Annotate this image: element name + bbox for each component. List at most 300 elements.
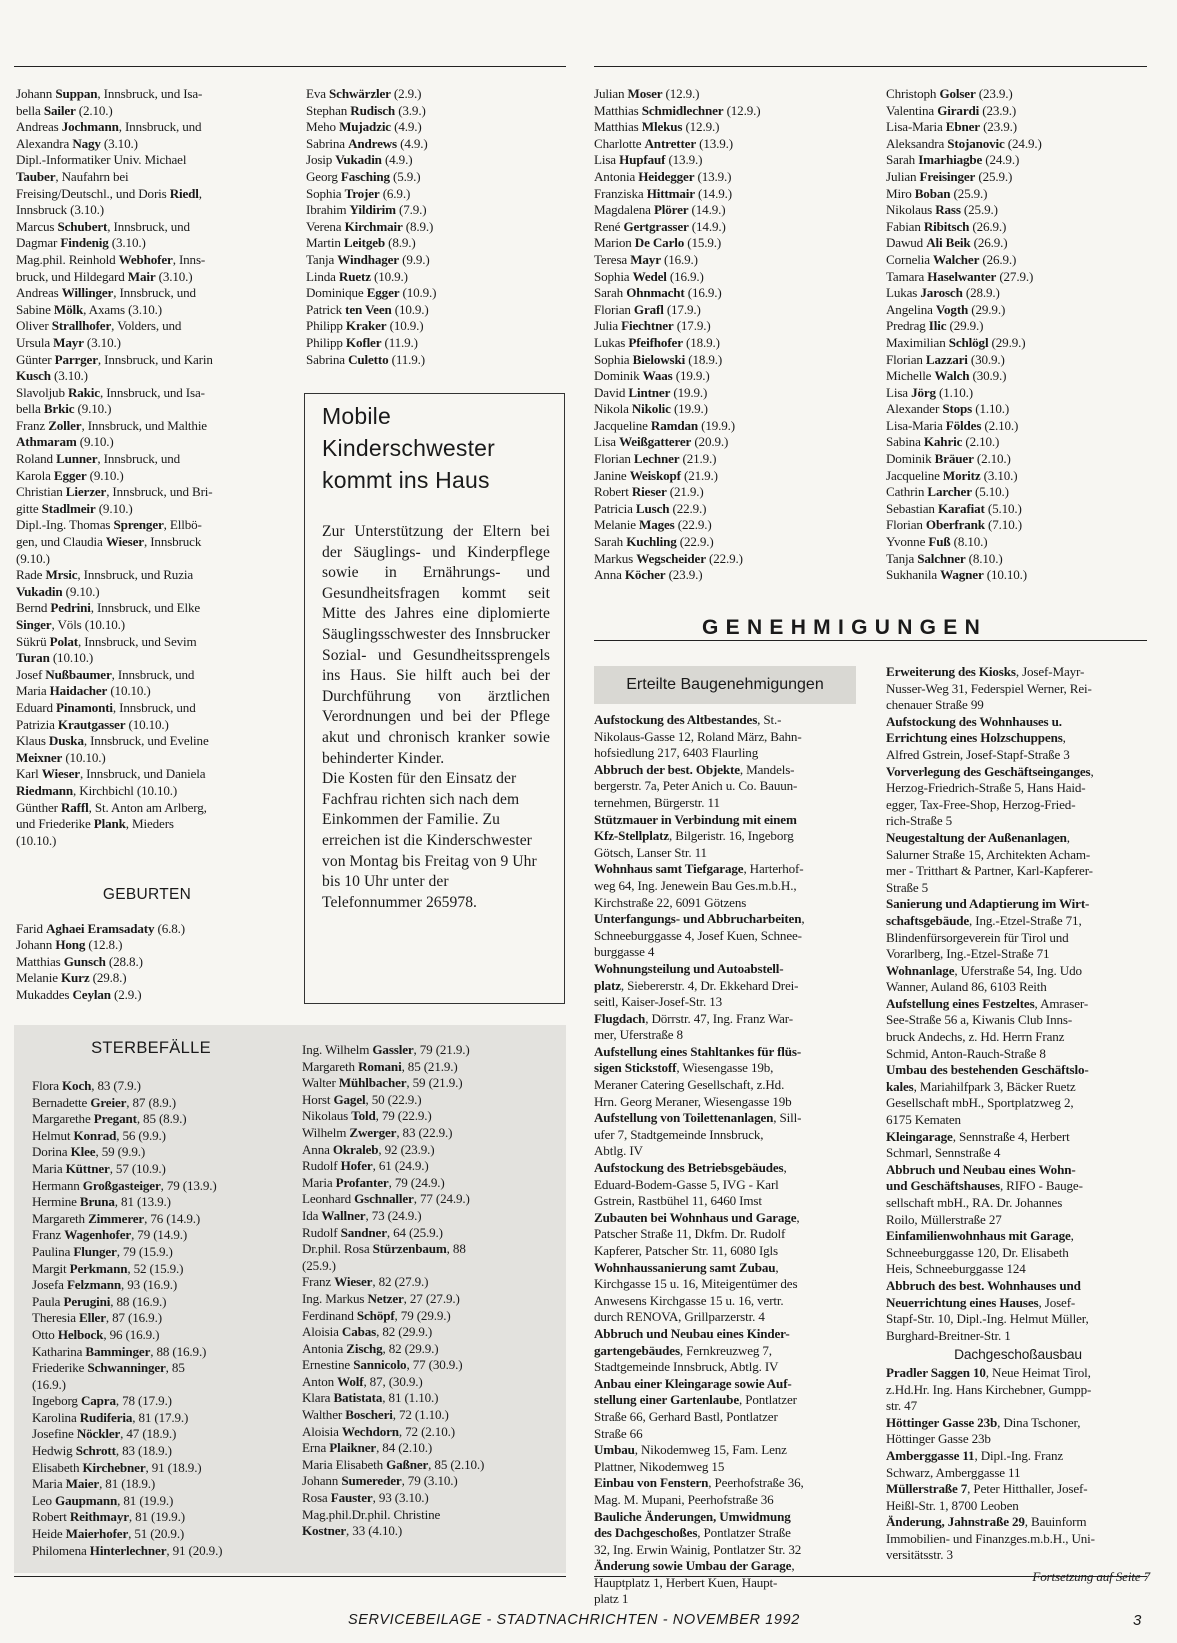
birth-line-bold: Andrews <box>348 135 397 151</box>
death-line: Elisabeth Kirchebner, 91 (18.9.) <box>32 1459 202 1475</box>
death-line-bold: Sannicolo <box>353 1357 407 1373</box>
permit-line-bold: Vorverlegung des Geschäftseinganges <box>886 763 1091 779</box>
death-line: Maria Maier, 81 (18.9.) <box>32 1476 156 1492</box>
death-line-bold: Boscheri <box>345 1407 393 1423</box>
info-box-title-1: Mobile <box>322 403 391 429</box>
death-line: Aloisia Wechdorn, 72 (2.10.) <box>302 1423 455 1439</box>
death-line-bold: Wechdorn <box>341 1423 399 1439</box>
birth-line-bold: Leitgeb <box>343 235 386 251</box>
death-line-bold: Perkmann <box>69 1260 128 1276</box>
death-line: Anna Okraleb, 92 (23.9.) <box>302 1141 435 1157</box>
permit-line: Änderung sowie Umbau der Garage, <box>594 1558 795 1574</box>
permit-line: schaftsgebäude, Ing.-Etzel-Straße 71, <box>886 912 1082 928</box>
geburten-list <box>16 921 278 1004</box>
death-line: Mag.phil.Dr.phil. Christine <box>302 1506 441 1522</box>
birth-line-bold: Wagner <box>940 567 984 583</box>
birth-line-bold: Culetto <box>348 351 389 367</box>
birth-line: Martin Leitgeb (8.9.) <box>306 235 416 251</box>
birth-line-bold: Weißgatterer <box>619 434 692 450</box>
birth-line-bold: Kahric <box>923 434 963 450</box>
birth-line-bold: Yildirim <box>349 202 396 218</box>
birth-line: Sarah Kuchling (22.9.) <box>594 534 714 550</box>
birth-line-bold: Karafiat <box>937 500 985 516</box>
birth-line-bold: Moritz <box>942 467 981 483</box>
permit-line: mer, Uferstraße 8 <box>594 1027 683 1043</box>
death-line-bold: Gaupmann <box>55 1492 118 1508</box>
marriage-line: bruck, und Hildegard Mair (3.10.) <box>16 268 193 284</box>
births-column-2 <box>306 86 568 376</box>
death-line-bold: Helbock <box>57 1326 104 1342</box>
marriage-line: Dagmar Findenig (3.10.) <box>16 235 146 251</box>
marriage-line: Josef Nußbaumer, Innsbruck, und <box>16 666 195 682</box>
permit-line: Errichtung eines Holzschuppens, <box>886 730 1066 746</box>
death-line-bold: Profanter <box>335 1174 389 1190</box>
marriage-line-bold: Tauber <box>16 168 56 184</box>
birth-line-bold: Fasching <box>340 168 390 184</box>
birth-line-bold: Schlögl <box>948 334 989 350</box>
birth-line: Sarah Ohnmacht (16.9.) <box>594 285 722 301</box>
marriage-line-bold: Kusch <box>16 368 51 384</box>
permit-line: Vorverlegung des Geschäftseinganges, <box>886 763 1094 779</box>
birth-line-bold: Wedel <box>632 268 667 284</box>
death-line-bold: Flunger <box>73 1243 117 1259</box>
permit-line <box>886 714 1150 731</box>
marriage-line: Singer, Völs (10.10.) <box>16 617 126 632</box>
birth-line-bold: Moser <box>627 86 663 101</box>
permit-line: Kleingarage, Sennstraße 4, Herbert <box>886 1128 1070 1144</box>
death-line-bold: Hofer <box>340 1158 373 1174</box>
marriage-line-bold: Stadlmeir <box>41 500 96 516</box>
death-line-bold: Maier <box>65 1476 100 1492</box>
permit-line: chenauer Straße 99 <box>886 697 984 713</box>
death-line-bold: Schöpf <box>356 1307 395 1323</box>
birth-line-bold: Imarhiagbe <box>918 152 983 168</box>
permit-line: Einfamilienwohnhaus mit Garage, <box>886 1228 1074 1244</box>
birth-line-bold: Kofler <box>345 334 382 350</box>
death-line-bold: Plaikner <box>329 1440 377 1456</box>
birth-line-bold: Lechner <box>633 451 680 467</box>
permit-line: Neugestaltung der Außenanlagen, <box>886 829 1070 845</box>
permit-line: Kirchstraße 22, 6091 Götzens <box>594 894 747 910</box>
death-line: Hermine Bruna, 81 (13.9.) <box>32 1194 171 1210</box>
birth-line-bold: Hittmair <box>646 185 695 201</box>
death-line: Flora Koch, 83 (7.9.) <box>32 1078 141 1093</box>
marriage-line: Kusch (3.10.) <box>16 368 88 384</box>
marriage-line: gitte Stadlmeir (9.10.) <box>16 500 133 516</box>
birth-line-bold: Plörer <box>653 202 689 218</box>
birth-line-bold: Walcher <box>933 251 980 267</box>
birth-line: Patricia Lusch (22.9.) <box>594 500 707 516</box>
death-line: Katharina Bamminger, 88 (16.9.) <box>32 1343 207 1359</box>
permit-line-bold: Aufstockung des Betriebsgebäudes <box>594 1160 784 1176</box>
marriage-line: Innsbruck (3.10.) <box>16 202 104 218</box>
birth-line-bold: ten Veen <box>345 301 392 317</box>
marriage-line: und Friederike Plank, Mieders <box>16 816 174 832</box>
permit-line-bold: kales <box>886 1078 914 1094</box>
death-line: Karolina Rudiferia, 81 (17.9.) <box>32 1409 189 1425</box>
permit-line: hofsiedlung 217, 6403 Flaurling <box>594 745 759 761</box>
permit-line: See-Straße 56 a, Kiwanis Club Inns- <box>886 1012 1073 1028</box>
permit-line: sigen Stickstoff, Wiesengasse 19b, <box>594 1060 774 1076</box>
marriage-line-bold: Athmaram <box>16 434 77 450</box>
birth-line: Franziska Hittmair (14.9.) <box>594 185 732 201</box>
birth-line-bold: Ebner <box>945 119 980 135</box>
permit-line-bold: Flugdach <box>594 1010 646 1026</box>
permit-line: Kfz-Stellplatz, Bilgeristr. 16, Ingeborg <box>594 828 794 844</box>
death-line-bold: Wieser <box>334 1274 373 1290</box>
permit-line: Aufstockung des Betriebsgebäudes, <box>594 1160 787 1176</box>
death-line-bold: Sandner <box>340 1224 387 1240</box>
dachgeschossausbau-list <box>886 1365 1150 1564</box>
top-rule-right <box>594 66 1147 67</box>
marriage-line: Christian Lierzer, Innsbruck, und Bri- <box>16 484 213 500</box>
permit-line: Vorarlberg, Ing.-Etzel-Straße 71 <box>886 946 1050 962</box>
birth-line-bold: Haselwanter <box>927 268 997 284</box>
permit-line-bold: stellung einer Gartenlaube <box>594 1392 739 1408</box>
birth-line: Lisa Jörg (1.10.) <box>886 384 973 400</box>
permit-line: Gesellschaft mbH., Sportplatzweg 2, <box>886 1095 1074 1111</box>
genehmigungen-rule <box>594 640 1147 641</box>
permit-line: Anwesens Kirchgasse 15 u. 16, vertr. <box>594 1292 784 1308</box>
birth-line: Sabrina Andrews (4.9.) <box>306 135 428 151</box>
baugenehmigungen-subheading: Erteilte Baugenehmigungen <box>594 666 856 704</box>
birth-line: Christoph Golser (23.9.) <box>886 86 1013 101</box>
marriage-line-bold: Wieser <box>41 766 80 782</box>
birth-line: Dominik Bräuer (2.10.) <box>886 451 1011 467</box>
marriage-line: (10.10.) <box>16 832 57 848</box>
death-line: Erna Plaikner, 84 (2.10.) <box>302 1440 433 1456</box>
death-line: Franz Wieser, 82 (27.9.) <box>302 1274 429 1290</box>
death-line: Josefine Nöckler, 47 (18.9.) <box>32 1426 177 1442</box>
permit-line: rich-Straße 5 <box>886 813 953 829</box>
sterbefaelle-left <box>32 1078 294 1568</box>
permit-line: Stapf-Str. 10, Dipl.-Ing. Helmut Müller, <box>886 1311 1089 1327</box>
marriage-line: gen, und Claudia Wieser, Innsbruck <box>16 534 202 550</box>
birth-line-bold: Boban <box>914 185 951 201</box>
permit-line: Salurner Straße 15, Architekten Acham- <box>886 846 1091 862</box>
death-line-bold: Klee <box>70 1144 96 1160</box>
permit-line <box>594 1376 866 1393</box>
marriage-line-bold: Pinamonti <box>56 699 113 715</box>
birth-line: Jacqueline Moritz (3.10.) <box>886 467 1018 483</box>
marriage-line: Andreas Jochmann, Innsbruck, und <box>16 119 202 135</box>
birth-line-bold: Oberfrank <box>925 517 985 533</box>
birth-line-bold: Mlekus <box>641 119 683 135</box>
permit-line: str. 47 <box>886 1398 917 1414</box>
permit-line: durch RENOVA, Grillparzerstr. 4 <box>594 1309 765 1325</box>
death-line-bold: Rudiferia <box>79 1409 133 1425</box>
birth-line: Anna Köcher (23.9.) <box>594 567 703 583</box>
birth-line: Georg Fasching (5.9.) <box>306 168 421 184</box>
permit-line-bold: Errichtung eines Holzschuppens <box>886 730 1063 746</box>
birth-line-bold: Vogth <box>935 301 969 317</box>
permit-line: Schwarz, Amberggasse 11 <box>886 1464 1021 1480</box>
marriages-list <box>16 86 284 849</box>
marriage-line-bold: Duska <box>48 733 84 749</box>
permit-line: Blindenfürsorgeverein für Tirol und <box>886 929 1069 945</box>
death-line: Paulina Flunger, 79 (15.9.) <box>32 1243 173 1259</box>
permit-line: sellschaft mbH., RA. Dr. Johannes <box>886 1195 1063 1210</box>
info-box-title-2: Kinderschwester <box>322 435 496 461</box>
death-line-bold: Okraleb <box>332 1141 379 1157</box>
death-line: Rudolf Hofer, 61 (24.9.) <box>302 1158 429 1174</box>
death-line-bold: Gschnaller <box>354 1191 414 1207</box>
death-line: Theresia Eller, 87 (16.9.) <box>32 1310 162 1326</box>
permit-line-bold: Abbruch der best. Objekte <box>594 761 740 777</box>
birth-line: Markus Wegscheider (22.9.) <box>594 550 743 566</box>
death-line: Philomena Hinterlechner, 91 (20.9.) <box>32 1542 223 1558</box>
marriage-line: Turan (10.10.) <box>16 650 94 666</box>
birth-line: Lisa-Maria Földes (2.10.) <box>886 417 1019 433</box>
birth-line: Florian Grafl (17.9.) <box>594 301 701 317</box>
permit-line: versitätsstr. 3 <box>886 1547 953 1563</box>
marriage-line: Roland Lunner, Innsbruck, und <box>16 451 181 467</box>
permit-line-bold: Abbruch und Neubau eines Kinder- <box>594 1325 790 1341</box>
birth-line-bold: Ramdan <box>650 417 699 433</box>
death-line-bold: Perugini <box>63 1293 111 1309</box>
birth-line: Sabrina Culetto (11.9.) <box>306 351 425 367</box>
death-line-bold: Gassler <box>372 1042 414 1057</box>
death-line: Klara Batistata, 81 (1.10.) <box>302 1390 439 1406</box>
permit-line: egger, Tax-Free-Shop, Herzog-Fried- <box>886 796 1076 812</box>
birth-line-bold: Freisinger <box>919 168 976 184</box>
permit-line: Aufstockung des Altbestandes, St.- <box>594 712 782 727</box>
info-box-title-3: kommt ins Haus <box>322 467 490 493</box>
birth-line: Melanie Mages (22.9.) <box>594 517 712 533</box>
marriage-line-bold: Meixner <box>16 749 63 765</box>
birth-line-bold: Rieser <box>631 484 667 500</box>
permit-line: Flugdach, Dörrstr. 47, Ing. Franz War- <box>594 1010 793 1026</box>
birth-line-bold: Bräuer <box>934 451 974 467</box>
death-line: Hermann Großgasteiger, 79 (13.9.) <box>32 1177 217 1193</box>
permit-line-bold: Wohnanlage <box>886 962 955 978</box>
genehmigungen-left-list <box>594 712 866 1608</box>
permit-line: Aufstellung von Toilettenanlagen, Sill- <box>594 1110 802 1126</box>
marriage-line-bold: Krautgasser <box>57 716 126 732</box>
permit-line: Stadtgemeinde Innsbruck, Abtlg. IV <box>594 1359 779 1375</box>
permit-line: Höttinger Gasse 23b <box>886 1431 991 1447</box>
permit-line-bold: Amberggasse 11 <box>886 1447 975 1463</box>
marriage-line-bold: Egger <box>53 467 87 483</box>
birth-line: Valentina Girardi (23.9.) <box>886 102 1017 118</box>
marriage-line-bold: Lierzer <box>65 484 107 500</box>
marriage-line: Sükrü Polat, Innsbruck, und Sevim <box>16 633 197 649</box>
birth-line: Eva Schwärzler (2.9.) <box>306 86 422 101</box>
marriage-line: Marcus Schubert, Innsbruck, und <box>16 218 190 234</box>
permit-line-bold: Aufstellung eines Festzeltes <box>886 995 1035 1011</box>
genehmigungen-right <box>886 664 1150 1585</box>
permit-line: z.Hd.Hr. Ing. Hans Kirchebner, Gumpp- <box>886 1381 1092 1397</box>
marriage-line: Franz Zoller, Innsbruck, und Malthie <box>16 417 207 433</box>
death-line: Franz Wagenhofer, 79 (14.9.) <box>32 1227 188 1243</box>
birth-line-bold: Mujadzic <box>339 119 391 135</box>
marriage-line: Athmaram (9.10.) <box>16 434 114 450</box>
death-line-bold: Wallner <box>321 1207 366 1223</box>
top-rule-left <box>14 66 566 67</box>
death-line: Ing. Wilhelm Gassler, 79 (21.9.) <box>302 1042 470 1057</box>
birth-line-bold: Weiskopf <box>629 467 681 483</box>
birth-line-bold: Lazzari <box>925 351 968 367</box>
permit-line: Höttinger Gasse 23b, Dina Tschoner, <box>886 1414 1081 1430</box>
birth-line: Charlotte Antretter (13.9.) <box>594 135 733 151</box>
permit-line-bold: Aufstellung eines Stahltankes für flüs- <box>594 1043 802 1059</box>
birth-line: René Gertgrasser (14.9.) <box>594 218 726 234</box>
permit-line: Wohnhaussanierung samt Zubau, <box>594 1259 779 1275</box>
permit-line: 6175 Kematen <box>886 1112 961 1128</box>
death-line-bold: Maierhofer <box>65 1526 129 1542</box>
birth-line: Cathrin Larcher (5.10.) <box>886 484 1009 500</box>
permit-line <box>594 1509 866 1526</box>
death-line-bold: Mühlbacher <box>338 1075 407 1091</box>
marriage-line: Dipl.-Informatiker Univ. Michael <box>16 152 187 168</box>
birth-line-bold: Larcher <box>927 484 972 500</box>
death-line-bold: Pregant <box>93 1111 137 1127</box>
birth-line-bold: Nikolic <box>631 401 671 417</box>
death-line-bold: Schrott <box>75 1443 116 1459</box>
birth-line-bold: Ilic <box>928 318 947 334</box>
death-line-bold: Netzer <box>367 1290 404 1306</box>
birth-line: Philipp Kofler (11.9.) <box>306 334 418 350</box>
permit-line: Götsch, Lanser Str. 11 <box>594 844 707 860</box>
death-line: Paula Perugini, 88 (16.9.) <box>32 1293 167 1309</box>
birth-line: Dawud Ali Beik (26.9.) <box>886 235 1008 251</box>
birth-line-bold: Golser <box>939 86 976 101</box>
permit-line: Wohnanlage, Uferstraße 54, Ing. Udo <box>886 962 1082 978</box>
marriage-line-bold: Brkic <box>43 401 75 417</box>
marriage-line-bold: Parrger <box>54 351 98 367</box>
marriage-line-bold: Sailer <box>43 102 76 118</box>
death-line: Nikolaus Told, 79 (22.9.) <box>302 1108 432 1124</box>
death-line-bold: Greier <box>90 1094 127 1110</box>
birth-line: David Lintner (19.9.) <box>594 384 708 400</box>
marriage-line-bold: Findenig <box>60 235 109 251</box>
marriage-line: Patrizia Krautgasser (10.10.) <box>16 716 169 732</box>
birth-line-bold: Grafl <box>633 301 664 317</box>
permit-line <box>886 1278 1150 1295</box>
permit-line: platz, Siebererstr. 4, Dr. Ekkehard Drei- <box>594 977 799 993</box>
birth-line-bold: Lusch <box>635 500 670 516</box>
marriage-line: Riedmann, Kirchbichl (10.10.) <box>16 782 178 798</box>
permit-line-bold: Anbau einer Kleingarage sowie Auf- <box>594 1375 792 1391</box>
death-line: Ferdinand Schöpf, 79 (29.9.) <box>302 1307 451 1323</box>
marriage-line-bold: Jochmann <box>61 119 119 135</box>
death-line-bold: Told <box>351 1108 376 1124</box>
permit-line-bold: Höttinger Gasse 23b <box>886 1414 998 1430</box>
birth-line: Jacqueline Ramdan (19.9.) <box>594 417 735 433</box>
marriage-line-bold: Nußbaumer <box>45 666 112 682</box>
birth-line: Sophia Bielowski (18.9.) <box>594 351 723 367</box>
info-box-text-2: Die Kosten für den Einsatz der Fachfrau richten sich nach dem Einkommen der Familie. Zu erreichen ist die Kinderschwester von Montag bis Freitag von 9 Uhr bis 10 Uhr unter der Telefonnummer 265978. <box>322 770 537 911</box>
birth-line: Robert Rieser (21.9.) <box>594 484 704 500</box>
death-line: Rosa Fauster, 93 (3.10.) <box>302 1490 429 1506</box>
permit-line: Nikolaus-Gasse 12, Roland März, Bahn- <box>594 728 802 744</box>
death-line: Hedwig Schrott, 83 (18.9.) <box>32 1443 172 1459</box>
marriage-line-bold: Haidacher <box>49 683 108 699</box>
permit-line: Zubauten bei Wohnhaus und Garage, <box>594 1209 800 1225</box>
permit-line: Straße 5 <box>886 879 929 895</box>
permit-line: Amberggasse 11, Dipl.-Ing. Franz <box>886 1447 1064 1463</box>
permit-line: Neuerrichtung eines Hauses, Josef- <box>886 1294 1076 1310</box>
birth-line-bold: Windhager <box>337 251 399 267</box>
marriage-line-bold: Turan <box>16 650 50 666</box>
death-line: Leonhard Gschnaller, 77 (24.9.) <box>302 1191 470 1207</box>
permit-line: Burghard-Breitner-Str. 1 <box>886 1327 1011 1343</box>
permit-line: Meraner Catering Gesellschaft, z.Hd. <box>594 1077 785 1093</box>
birth-line: Sarah Imarhiagbe (24.9.) <box>886 152 1020 168</box>
death-line-bold: Stürzenbaum <box>372 1241 447 1257</box>
marriage-line-bold: Mölk <box>53 301 84 317</box>
birth-line-bold: Pfeifhofer <box>628 334 683 350</box>
birth-line-bold: Waas <box>642 368 673 384</box>
death-line-bold: Romani <box>358 1058 402 1074</box>
death-line-bold: Konrad <box>73 1127 117 1143</box>
marriage-line: Alexandra Nagy (3.10.) <box>16 135 138 151</box>
births-column-4 <box>886 86 1148 591</box>
death-line-bold: Eller <box>79 1310 106 1326</box>
permit-line-bold: Wohnungsteilung und Autoabstell- <box>594 960 784 976</box>
death-line: Ing. Markus Netzer, 27 (27.9.) <box>302 1290 460 1306</box>
death-line: Kostner, 33 (4.10.) <box>302 1523 403 1539</box>
bottom-rule-right <box>594 1576 1147 1577</box>
death-line-bold: Reithmayr <box>69 1509 129 1525</box>
death-line-bold: Fauster <box>330 1490 373 1506</box>
marriage-line: Rade Mrsic, Innsbruck, und Ruzia <box>16 567 194 583</box>
death-line: (16.9.) <box>32 1376 66 1392</box>
birth-line: Dominique Egger (10.9.) <box>306 285 437 301</box>
birth-line-bold: Fuß <box>928 534 951 550</box>
permit-line-bold: schaftsgebäude <box>886 912 970 928</box>
marriage-line-bold: Mrsic <box>45 567 78 583</box>
death-line: Maria Profanter, 79 (24.9.) <box>302 1174 445 1190</box>
permit-line: Hrn. Georg Meraner, Wiesengasse 19b <box>594 1093 792 1109</box>
death-line-bold: Hinterlechner <box>89 1542 167 1558</box>
birth-line-bold: Aghaei Eramsadaty <box>46 920 155 936</box>
permit-line-bold: Abbruch und Neubau eines Wohn- <box>886 1161 1076 1177</box>
genehmigungen-heading: GENEHMIGUNGEN <box>702 616 988 639</box>
birth-line-bold: Girardi <box>937 102 980 118</box>
death-line-bold: Felzmann <box>66 1277 122 1293</box>
death-line: Margit Perkmann, 52 (15.9.) <box>32 1260 184 1276</box>
death-line: Margareth Romani, 85 (21.9.) <box>302 1058 458 1074</box>
permit-line: burggasse 4 <box>594 944 655 960</box>
permit-line: Heis, Schneeburggasse 124 <box>886 1261 1026 1277</box>
info-box-content <box>322 400 550 913</box>
marriage-line: Freising/Deutschl., und Doris Riedl, <box>16 185 202 201</box>
permit-line: Schneeburggasse 120, Dr. Elisabeth <box>886 1244 1069 1260</box>
death-line: Friederike Schwanninger, 85 <box>32 1360 185 1376</box>
permit-line: 32, Ing. Erwin Wainig, Pontlatzer Str. 32 <box>594 1541 802 1557</box>
permit-line: Herzog-Friedrich-Straße 5, Hans Haid- <box>886 780 1086 796</box>
permit-line: ternehmen, Bürgerstr. 11 <box>594 794 720 810</box>
sterbefaelle-heading-wrap <box>16 1040 286 1064</box>
permit-line-bold: Umbau <box>594 1442 635 1458</box>
birth-line: Nikola Nikolic (19.9.) <box>594 401 708 417</box>
death-line-bold: Gagel <box>333 1091 366 1107</box>
births-column-3 <box>594 86 874 591</box>
birth-line: Matthias Gunsch (28.8.) <box>16 953 143 969</box>
birth-line-bold: Mages <box>638 517 675 533</box>
sterbefaelle-right <box>302 1042 564 1568</box>
death-line: Walter Mühlbacher, 59 (21.9.) <box>302 1075 463 1091</box>
permit-line: bruck Andechs, z. Hd. Herrn Franz <box>886 1029 1065 1045</box>
marriage-line-bold: Webhofer <box>118 251 173 267</box>
permit-line: gartengebäudes, Fernkreuzweg 7, <box>594 1342 772 1358</box>
permit-line: Schneeburggasse 4, Josef Kuen, Schnee- <box>594 927 802 943</box>
permit-line: Patscher Straße 11, Dkfm. Dr. Rudolf <box>594 1226 786 1242</box>
birth-line: Maximilian Schlögl (29.9.) <box>886 334 1026 350</box>
death-line: Robert Reithmayr, 81 (19.9.) <box>32 1509 185 1525</box>
permit-line-bold: Änderung sowie Umbau der Garage <box>594 1558 792 1574</box>
